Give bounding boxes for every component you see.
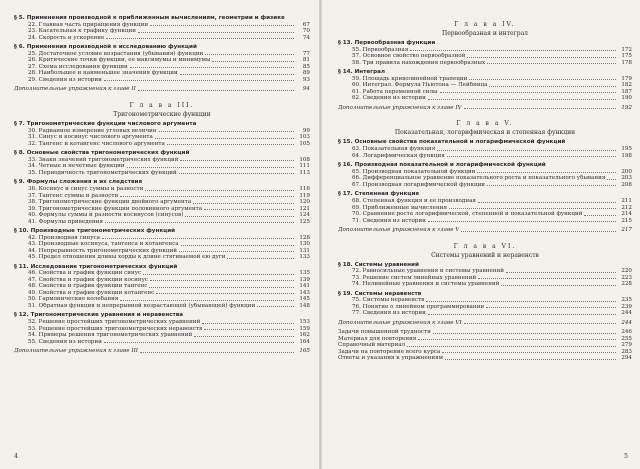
entry-page: 279	[621, 342, 632, 349]
entry-title: 36. Косинус и синус суммы и разности	[28, 186, 144, 193]
entry-title: 55. Сведения из истории	[28, 338, 102, 345]
section-heading: § 18. Системы уравнений	[338, 261, 419, 268]
entry-page: 77	[302, 50, 310, 57]
entry-page: 223	[621, 274, 632, 281]
entry-title: Справочный материал	[338, 342, 406, 349]
dot-leader	[467, 56, 616, 58]
entry-title: 47. Свойства и график функции косинус	[28, 276, 149, 283]
section-heading: § 19. Системы неравенств	[338, 290, 422, 297]
entry-page: 195	[621, 146, 632, 153]
entry-title: 53. Решение простейших тригонометрических неравенств	[28, 325, 203, 332]
entry-title: 58. Три правила нахождения первообразных	[352, 59, 486, 66]
toc-entry	[338, 310, 632, 317]
entry-page: 125	[299, 218, 310, 225]
toc-entry	[338, 153, 632, 160]
entry-page: 178	[621, 59, 632, 66]
entry-page: 220	[621, 268, 632, 275]
entry-title: 63. Показательная функция	[352, 146, 436, 153]
dot-leader	[449, 207, 616, 209]
left-page-number: 4	[14, 453, 18, 460]
entry-title: 77. Сведения из истории	[352, 310, 426, 317]
entry-title: Задачи на повторение всего курса	[338, 348, 441, 355]
section-heading: § 10. Производные тригонометрических функций	[14, 228, 176, 235]
dot-leader	[102, 237, 294, 239]
dot-leader	[501, 284, 616, 286]
dot-leader	[180, 73, 294, 75]
entry-page: 119	[299, 192, 310, 199]
chapter-title: Системы уравнений и неравенств	[431, 251, 539, 259]
toc-entry	[338, 218, 632, 225]
entry-page: 200	[621, 168, 632, 175]
dot-leader	[478, 277, 616, 279]
entry-page: 81	[302, 57, 310, 64]
dot-leader	[428, 220, 616, 222]
section-heading: § 6. Применения производной к исследованию функций	[14, 44, 197, 51]
entry-title: 23. Касательная к графику функции	[28, 28, 136, 35]
dot-leader	[257, 305, 294, 307]
dot-leader	[447, 155, 616, 157]
chapter-heading: Г л а в а V.	[456, 120, 514, 128]
dot-leader	[104, 79, 294, 81]
toc-entry	[338, 60, 632, 67]
entry-page: 103	[299, 134, 310, 141]
dot-leader	[181, 244, 294, 246]
entry-title: 45. Предел отношения длины хорды к длине стягиваемой ею дуги	[28, 254, 226, 261]
dot-leader	[440, 91, 616, 93]
dot-leader	[204, 328, 294, 330]
toc-entry	[14, 303, 310, 310]
chapter-heading: Г л а в а VI.	[453, 242, 517, 250]
dot-leader	[127, 166, 294, 168]
dot-leader	[179, 172, 294, 174]
entry-page: 148	[299, 302, 310, 309]
right-page-number: 5	[624, 453, 628, 460]
entry-page: 108	[299, 156, 310, 163]
section-heading: § 14. Интеграл	[338, 69, 385, 76]
entry-page: 159	[299, 325, 310, 332]
dot-leader	[461, 230, 616, 232]
entry-title: 65. Производная показательной функции	[352, 168, 476, 175]
entry-page: 164	[299, 338, 310, 345]
end-matter-entry	[338, 355, 632, 362]
extra-exercises-entry	[338, 320, 632, 327]
entry-title: Материал для повторения	[338, 335, 417, 342]
dot-leader	[104, 341, 294, 343]
entry-title: Дополнительные упражнения к главе II	[14, 86, 136, 93]
entry-title: Дополнительные упражнения к главе V	[338, 227, 460, 234]
entry-title: 70. Сравнение роста логарифмической, степенной и показательной функций	[352, 211, 583, 218]
entry-title: Дополнительные упражнения к главе VI	[338, 319, 462, 326]
entry-page: 217	[621, 227, 632, 234]
entry-title: 24. Скорость и ускорение	[28, 34, 105, 41]
dot-leader	[193, 202, 294, 204]
dot-leader	[442, 351, 616, 353]
toc-entry	[14, 170, 310, 177]
entry-title: 27. Схема исследования функции	[28, 63, 128, 70]
entry-title: 51. Обратная функция и непрерывной возрастающей (убывающей) функции	[28, 302, 256, 309]
entry-title: 43. Производные косинуса, тангенса и котангенса	[28, 241, 179, 248]
dot-leader	[179, 250, 294, 252]
entry-page: 89	[302, 70, 310, 77]
entry-title: Задачи повышенной трудности	[338, 329, 431, 336]
chapter-title: Первообразная и интеграл	[442, 30, 528, 37]
entry-title: 64. Логарифмическая функция	[352, 152, 445, 159]
dot-leader	[149, 286, 294, 288]
entry-page: 246	[621, 329, 632, 336]
entry-title: 50. Гармонические колебания	[28, 296, 119, 303]
entry-page: 70	[302, 28, 310, 35]
dot-leader	[428, 98, 616, 100]
dot-leader	[489, 85, 616, 87]
entry-title: 37. Тангенс суммы и разности	[28, 192, 119, 199]
entry-title: Дополнительные упражнения к главе III	[14, 348, 138, 355]
entry-title: 75. Системы неравенств	[352, 297, 425, 304]
entry-title: 39. Тригонометрические функции половинного аргумента	[28, 205, 203, 212]
entry-title: 49. Свойства и график функции котангенс	[28, 289, 155, 296]
toc-entry	[14, 254, 310, 261]
entry-page: 190	[621, 95, 632, 102]
chapter-heading: Г л а в а III.	[129, 101, 195, 109]
dot-leader	[433, 332, 616, 334]
dot-leader	[418, 338, 616, 340]
entry-page: 239	[621, 303, 632, 310]
entry-page: 198	[621, 152, 632, 159]
dot-leader	[138, 89, 294, 91]
section-heading: § 11. Исследование тригонометрических функций	[14, 263, 178, 270]
chapter-heading: Г л а в а IV.	[454, 21, 516, 28]
toc-entry	[338, 182, 632, 189]
entry-title: 29. Сведения из истории	[28, 76, 102, 83]
section-heading: § 5. Применения производной к приближенным вычислениям, геометрии и физике	[14, 15, 285, 21]
entry-page: 116	[299, 186, 310, 193]
entry-page: 187	[621, 88, 632, 95]
dot-leader	[410, 49, 616, 51]
entry-page: 244	[621, 319, 632, 326]
section-heading: § 8. Основные свойства тригонометрических функций	[14, 150, 190, 157]
dot-leader	[143, 273, 294, 275]
entry-title: 41. Формулы приведения	[28, 218, 103, 225]
dot-leader	[407, 345, 616, 347]
end-matter-list	[338, 329, 632, 362]
right-page	[322, 0, 640, 469]
section-heading: § 16. Производная показательной и логарифмической функций	[338, 162, 546, 169]
toc-entry	[338, 281, 632, 288]
entry-page: 212	[621, 204, 632, 211]
entry-page: 85	[302, 63, 310, 70]
dot-leader	[487, 184, 616, 186]
dot-leader	[120, 195, 294, 197]
entry-page: 135	[299, 270, 310, 277]
entry-page: 133	[299, 254, 310, 261]
extra-exercises-entry	[338, 105, 632, 112]
entry-page: 182	[621, 82, 632, 89]
entry-page: 203	[621, 175, 632, 182]
dot-leader	[477, 171, 616, 173]
entry-title: 34. Четные и нечетные функции	[28, 163, 125, 170]
entry-title: 76. Понятие о линейном программировании	[352, 303, 485, 310]
dot-leader	[607, 178, 616, 180]
dot-leader	[194, 335, 294, 337]
chapter-title: Тригонометрические функции	[113, 110, 211, 118]
section-heading: § 9. Формулы сложения и их следствия	[14, 179, 143, 186]
entry-title: 62. Сведения из истории	[352, 95, 426, 102]
dot-leader	[167, 143, 294, 145]
entry-title: 35. Периодичность тригонометрических функций	[28, 169, 177, 176]
dot-leader	[156, 292, 294, 294]
dot-leader	[180, 159, 294, 161]
entry-title: 60. Интеграл. Формула Ньютона — Лейбница	[352, 82, 488, 89]
entry-title: 59. Площадь криволинейной трапеции	[352, 75, 468, 82]
dot-leader	[469, 78, 616, 80]
chapter-title: Показательная, логарифмическая и степенная функции	[394, 129, 576, 137]
entry-page: 175	[621, 53, 632, 60]
entry-page: 228	[621, 281, 632, 288]
entry-title: 55. Первообразная	[352, 46, 409, 53]
dot-leader	[428, 313, 616, 315]
toc-entry	[338, 95, 632, 102]
entry-page: 131	[299, 247, 310, 254]
dot-leader	[464, 322, 616, 324]
entry-title: 28. Наибольшее и наименьшее значения функции	[28, 70, 178, 77]
entry-title: 73. Решение систем линейных уравнений	[352, 274, 477, 281]
entry-title: 66. Дифференциальное уравнение показательного роста и показательного убывания	[352, 175, 606, 182]
dot-leader	[185, 215, 294, 217]
entry-title: 67. Производная логарифмической функции	[352, 181, 486, 188]
toc-entry	[14, 35, 310, 42]
dot-leader	[150, 279, 294, 281]
entry-page: 214	[621, 211, 632, 218]
entry-title: 57. Основное свойство первообразной	[352, 53, 466, 60]
entry-title: 61. Работа переменной силы	[352, 88, 438, 95]
entry-title: 72. Равносильные уравнения и системы уравнений	[352, 268, 504, 275]
dot-leader	[140, 351, 294, 353]
toc-entry	[14, 141, 310, 148]
dot-leader	[486, 306, 616, 308]
section-heading: § 15. Основные свойства показательной и логарифмической функций	[338, 139, 566, 146]
toc-entry	[14, 77, 310, 84]
dot-leader	[130, 66, 294, 68]
entry-title: Ответы и указания к упражнениям	[338, 355, 443, 362]
entry-page: 139	[299, 276, 310, 283]
dot-leader	[584, 214, 616, 216]
entry-page: 211	[621, 198, 632, 205]
entry-title: 22. Главная часть приращения функции	[28, 21, 149, 28]
entry-title: Дополнительные упражнения к главе IV	[338, 104, 462, 111]
entry-page: 93	[302, 76, 310, 83]
dot-leader	[145, 189, 294, 191]
entry-page: 67	[302, 21, 310, 28]
entry-page: 153	[299, 319, 310, 326]
dot-leader	[426, 300, 616, 302]
entry-title: 44. Непрерывность тригонометрических функций	[28, 247, 177, 254]
entry-page: 145	[299, 296, 310, 303]
entry-page: 121	[299, 205, 310, 212]
entry-page: 208	[621, 181, 632, 188]
entry-title: 69. Приближенные вычисления	[352, 204, 447, 211]
entry-title: 46. Свойства и график функции синус	[28, 270, 142, 277]
entry-page: 283	[621, 348, 632, 355]
dot-leader	[478, 201, 616, 203]
entry-page: 94	[302, 86, 310, 93]
entry-page: 130	[299, 241, 310, 248]
section-heading: § 13. Первообразная функции	[338, 40, 436, 46]
entry-page: 294	[621, 355, 632, 362]
dot-leader	[464, 107, 616, 109]
dot-leader	[487, 62, 616, 64]
entry-title: 33. Знаки значений тригонометрических функций	[28, 156, 179, 163]
entry-page: 179	[621, 75, 632, 82]
dot-leader	[155, 137, 294, 139]
extra-exercises-entry	[14, 348, 310, 355]
dot-leader	[202, 322, 294, 324]
dot-leader	[445, 358, 616, 360]
entry-title: 31. Синус и косинус числового аргумента	[28, 134, 153, 141]
extra-exercises-entry	[14, 86, 310, 93]
entry-title: 26. Критические точки функции, ее максимумы и минимумы	[28, 57, 211, 64]
entry-page: 215	[621, 217, 632, 224]
entry-page: 141	[299, 283, 310, 290]
entry-title: 30. Радианное измерение угловых величин	[28, 127, 157, 134]
entry-page: 172	[621, 46, 632, 53]
entry-title: 71. Сведения из истории	[352, 217, 426, 224]
entry-page: 113	[299, 169, 310, 176]
section-heading: § 17. Степенная функция	[338, 191, 419, 198]
toc-entry	[14, 339, 310, 346]
entry-page: 99	[302, 127, 310, 134]
dot-leader	[506, 271, 616, 273]
entry-page: 111	[299, 163, 310, 170]
entry-title: 68. Степенная функция и ее производная	[352, 198, 476, 205]
entry-page: 128	[299, 234, 310, 241]
dot-leader	[227, 257, 294, 259]
dot-leader	[437, 149, 616, 151]
dot-leader	[120, 299, 294, 301]
entry-title: 25. Достаточное условие возрастания (убывания) функции	[28, 50, 204, 57]
extra-exercises-entry	[338, 227, 632, 234]
entry-title: 54. Примеры решения тригонометрических уравнений	[28, 332, 193, 339]
dot-leader	[212, 60, 294, 62]
entry-title: 38. Тригонометрические функции двойного аргумента	[28, 199, 192, 206]
dot-leader	[138, 31, 294, 33]
dot-leader	[159, 130, 294, 132]
dot-leader	[205, 53, 294, 55]
entry-page: 255	[621, 335, 632, 342]
entry-title: 48. Свойства и график функции тангенс	[28, 283, 148, 290]
section-heading: § 12. Тригонометрические уравнения и неравенства	[14, 312, 184, 319]
entry-page: 74	[302, 34, 310, 41]
section-heading: § 7. Тригонометрические функции числового аргумента	[14, 120, 197, 127]
entry-page: 105	[299, 140, 310, 147]
dot-leader	[106, 37, 294, 39]
entry-title: 74. Нелинейные уравнения и системы уравнений	[352, 281, 500, 288]
dot-leader	[105, 221, 294, 223]
entry-title: 52. Решение простейших тригонометрических уравнений	[28, 319, 201, 326]
entry-page: 244	[621, 310, 632, 317]
entry-page: 165	[299, 348, 310, 355]
dot-leader	[204, 208, 294, 210]
entry-page: 124	[299, 212, 310, 219]
entry-title: 42. Производная синуса	[28, 234, 100, 241]
entry-title: 32. Тангенс и котангенс числового аргумента	[28, 140, 165, 147]
dot-leader	[150, 24, 294, 26]
entry-page: 120	[299, 199, 310, 206]
entry-title: 40. Формулы суммы и разности косинусов (синусов)	[28, 212, 184, 219]
entry-page: 235	[621, 297, 632, 304]
toc-entry	[14, 219, 310, 226]
entry-page: 162	[299, 332, 310, 339]
entry-page: 192	[621, 104, 632, 111]
entry-page: 143	[299, 289, 310, 296]
